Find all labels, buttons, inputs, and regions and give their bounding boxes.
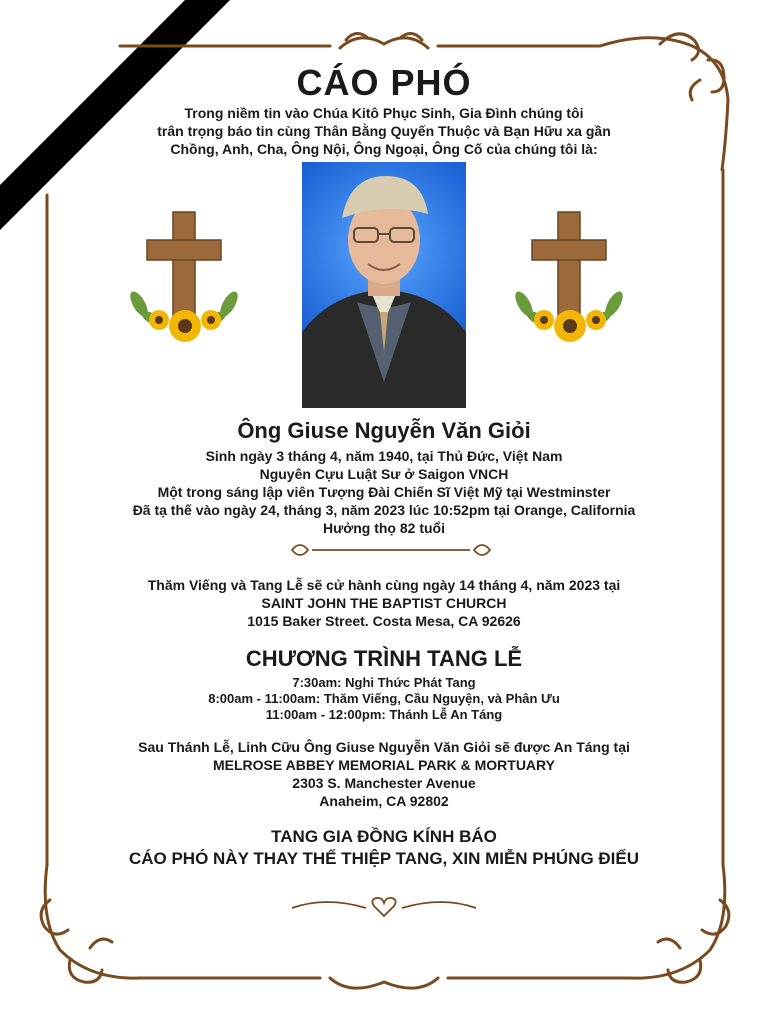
program-item: 11:00am - 12:00pm: Thánh Lễ An Táng (265, 707, 503, 722)
burial-line: Sau Thánh Lễ, Linh Cữu Ông Giuse Nguyễn Văn Giỏi sẽ được An Táng tại (138, 739, 630, 755)
burial-line: MELROSE ABBEY MEMORIAL PARK & MORTUARY (213, 757, 555, 773)
intro-line: Chồng, Anh, Cha, Ông Nội, Ông Ngoại, Ông Cố của chúng tôi là: (170, 141, 598, 157)
cross-sunflower-right (510, 208, 628, 348)
cross-sunflower-left (125, 208, 243, 348)
detail-line: Đã tạ thế vào ngày 24, tháng 3, năm 2023 lúc 10:52pm tại Orange, California (132, 502, 636, 518)
program-title: CHƯƠNG TRÌNH TANG LỄ (245, 646, 523, 671)
closing-line: CÁO PHÓ NÀY THAY THẾ THIỆP TANG, XIN MIỄN PHÚNG ĐIẾU (128, 849, 640, 868)
detail-line: Nguyên Cựu Luật Sư ở Saigon VNCH (259, 466, 509, 482)
detail-line: Sinh ngày 3 tháng 4, năm 1940, tại Thủ Đức, Việt Nam (205, 448, 563, 464)
closing-line: TANG GIA ĐỒNG KÍNH BÁO (271, 827, 497, 846)
heart-divider (286, 894, 482, 920)
visitation-line: 1015 Baker Street. Costa Mesa, CA 92626 (247, 613, 521, 629)
deceased-details (0, 447, 768, 537)
program-item: 7:30am: Nghi Thức Phát Tang (292, 675, 476, 690)
detail-line: Hưởng thọ 82 tuổi (323, 520, 445, 536)
burial-info (0, 738, 768, 810)
intro-text (0, 104, 768, 158)
intro-line: Trong niềm tin vào Chúa Kitô Phục Sinh, Gia Đình chúng tôi (184, 105, 584, 121)
detail-line: Một trong sáng lập viên Tượng Đài Chiến Sĩ Việt Mỹ tại Westminster (157, 484, 611, 500)
deceased-name: Ông Giuse Nguyễn Văn Giỏi (237, 418, 531, 443)
program-list (0, 675, 768, 723)
program-item: 8:00am - 11:00am: Thăm Viếng, Cầu Nguyện, và Phân Ưu (208, 691, 560, 706)
burial-line: 2303 S. Manchester Avenue (292, 775, 476, 791)
page-title: CÁO PHÓ (296, 62, 472, 103)
visitation-line: SAINT JOHN THE BAPTIST CHURCH (261, 595, 507, 611)
portrait-photo (302, 162, 466, 408)
portrait-figure (302, 162, 466, 408)
divider-ornament (288, 540, 494, 560)
burial-line: Anaheim, CA 92802 (319, 793, 449, 809)
visitation-info (0, 576, 768, 630)
intro-line: trân trọng báo tin cùng Thân Bằng Quyến Thuộc và Bạn Hữu xa gần (157, 123, 611, 139)
closing-text (0, 826, 768, 870)
visitation-line: Thăm Viếng và Tang Lễ sẽ cử hành cùng ngày 14 tháng 4, năm 2023 tại (147, 577, 621, 593)
